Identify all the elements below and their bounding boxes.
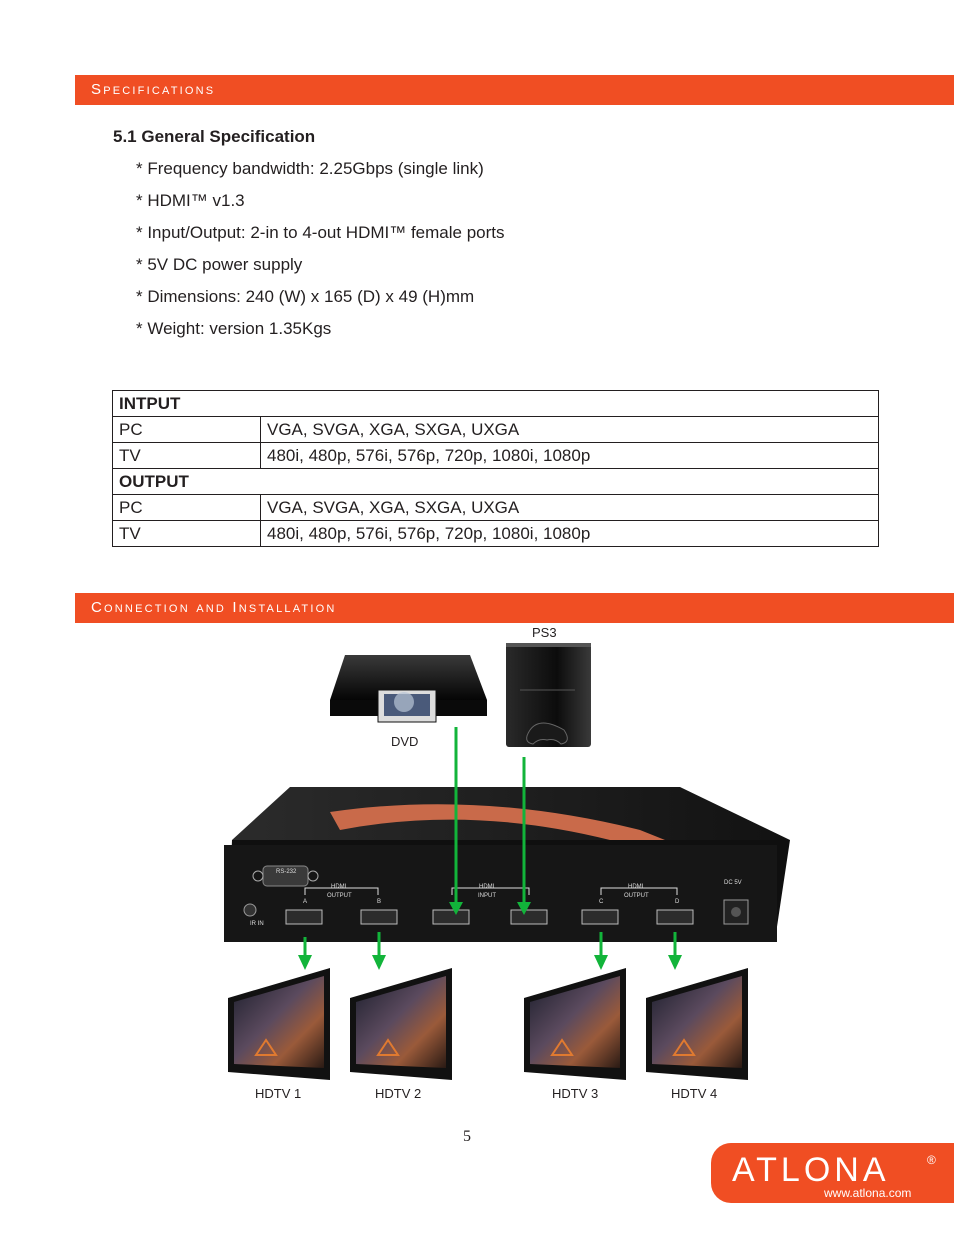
port-d-label: D bbox=[675, 899, 680, 905]
logo-url: www.atlona.com bbox=[824, 1186, 912, 1200]
port-b-label: B bbox=[377, 899, 382, 905]
output-header: OUTPUT bbox=[113, 469, 879, 495]
page-number: 5 bbox=[463, 1128, 471, 1145]
table-cell-value: VGA, SVGA, XGA, SXGA, UXGA bbox=[261, 417, 879, 443]
logo-brand-text: ATLONA bbox=[732, 1151, 890, 1189]
matrix-switcher-device bbox=[224, 787, 790, 942]
table-cell-label: PC bbox=[113, 417, 261, 443]
output-cd-label: OUTPUT bbox=[624, 893, 649, 899]
hdtv-4-label: HDTV 4 bbox=[671, 1086, 718, 1101]
spec-item: * HDMI™ v1.3 bbox=[136, 191, 245, 210]
spec-item: * 5V DC power supply bbox=[136, 255, 303, 274]
table-cell-value: VGA, SVGA, XGA, SXGA, UXGA bbox=[261, 495, 879, 521]
table-cell-label: TV bbox=[113, 521, 261, 547]
ps3-console-icon bbox=[506, 643, 591, 747]
spec-item: * Frequency bandwidth: 2.25Gbps (single link) bbox=[136, 159, 484, 178]
dc-5v-label: DC 5V bbox=[724, 880, 742, 886]
general-spec-heading: 5.1 General Specification bbox=[113, 127, 316, 146]
section-header-specifications: Specifications bbox=[75, 75, 954, 105]
port-c-label: C bbox=[599, 899, 604, 905]
port-a-label: A bbox=[303, 899, 308, 905]
section-header-connection: Connection and Installation bbox=[75, 593, 954, 623]
spec-item: * Input/Output: 2-in to 4-out HDMI™ female ports bbox=[136, 223, 505, 242]
table-cell-value: 480i, 480p, 576i, 576p, 720p, 1080i, 1080p bbox=[261, 443, 879, 469]
table-cell-label: PC bbox=[113, 495, 261, 521]
ps3-label: PS3 bbox=[532, 625, 557, 640]
ir-in-label: IR IN bbox=[250, 921, 264, 927]
output-ab-label: OUTPUT bbox=[327, 893, 352, 899]
hdtv-4-icon bbox=[646, 968, 748, 1080]
hdtv-3-icon bbox=[524, 968, 626, 1080]
table-cell-label: TV bbox=[113, 443, 261, 469]
dvd-label: DVD bbox=[391, 734, 419, 749]
table-cell-value: 480i, 480p, 576i, 576p, 720p, 1080i, 1080p bbox=[261, 521, 879, 547]
hdtv-1-label: HDTV 1 bbox=[255, 1086, 302, 1101]
hdtv-1-icon bbox=[228, 968, 330, 1080]
spec-item: * Dimensions: 240 (W) x 165 (D) x 49 (H)mm bbox=[136, 287, 475, 306]
hdmi-output-ab-label: HDMI bbox=[331, 884, 347, 890]
spec-item: * Weight: version 1.35Kgs bbox=[136, 319, 332, 338]
dvd-player-icon bbox=[330, 655, 487, 722]
hdtv-2-icon bbox=[350, 968, 452, 1080]
input-header: INTPUT bbox=[113, 391, 879, 417]
hdtv-3-label: HDTV 3 bbox=[552, 1086, 599, 1101]
hdtv-2-label: HDTV 2 bbox=[375, 1086, 422, 1101]
logo-registered-mark: ® bbox=[927, 1153, 936, 1167]
input-label: INPUT bbox=[478, 893, 496, 899]
hdmi-output-cd-label: HDMI bbox=[628, 884, 644, 890]
rs232-label: RS-232 bbox=[276, 869, 297, 875]
hdmi-input-label: HDMI bbox=[479, 884, 495, 890]
